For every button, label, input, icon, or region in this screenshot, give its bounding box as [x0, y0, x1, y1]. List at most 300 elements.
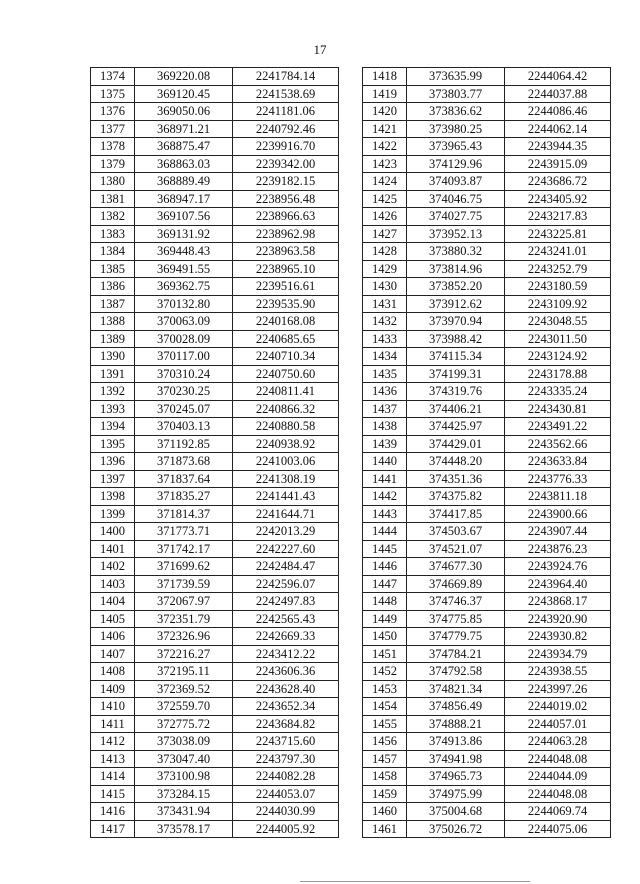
y-coordinate-cell: 2241308.19	[233, 470, 339, 488]
x-coordinate-cell: 370063.09	[135, 313, 233, 331]
point-number-cell: 1404	[91, 593, 135, 611]
y-coordinate-cell: 2242596.07	[233, 575, 339, 593]
x-coordinate-cell: 373284.15	[135, 785, 233, 803]
x-coordinate-cell: 369491.55	[135, 260, 233, 278]
y-coordinate-cell: 2243109.92	[505, 295, 611, 313]
point-number-cell: 1442	[363, 488, 407, 506]
point-number-cell: 1378	[91, 138, 135, 156]
y-coordinate-cell: 2243915.09	[505, 155, 611, 173]
point-number-cell: 1414	[91, 768, 135, 786]
point-number-cell: 1446	[363, 558, 407, 576]
x-coordinate-cell: 374888.21	[407, 715, 505, 733]
table-row	[363, 470, 611, 488]
point-number-cell: 1406	[91, 628, 135, 646]
point-number-cell: 1443	[363, 505, 407, 523]
point-number-cell: 1398	[91, 488, 135, 506]
y-coordinate-cell: 2240866.32	[233, 400, 339, 418]
point-number-cell: 1425	[363, 190, 407, 208]
y-coordinate-cell: 2243562.66	[505, 435, 611, 453]
y-coordinate-cell: 2243876.23	[505, 540, 611, 558]
x-coordinate-cell: 374046.75	[407, 190, 505, 208]
x-coordinate-cell: 374821.34	[407, 680, 505, 698]
table-row	[91, 575, 339, 593]
point-number-cell: 1438	[363, 418, 407, 436]
x-coordinate-cell: 373047.40	[135, 750, 233, 768]
x-coordinate-cell: 374746.37	[407, 593, 505, 611]
x-coordinate-cell: 372369.52	[135, 680, 233, 698]
table-row	[363, 155, 611, 173]
table-row	[363, 278, 611, 296]
table-row	[91, 330, 339, 348]
x-coordinate-cell: 374775.85	[407, 610, 505, 628]
point-number-cell: 1412	[91, 733, 135, 751]
x-coordinate-cell: 373880.32	[407, 243, 505, 261]
y-coordinate-cell: 2243430.81	[505, 400, 611, 418]
y-coordinate-cell: 2243964.40	[505, 575, 611, 593]
y-coordinate-cell: 2240938.92	[233, 435, 339, 453]
x-coordinate-cell: 368889.49	[135, 173, 233, 191]
y-coordinate-cell: 2243907.44	[505, 523, 611, 541]
x-coordinate-cell: 374677.30	[407, 558, 505, 576]
x-coordinate-cell: 374941.98	[407, 750, 505, 768]
table-row	[363, 505, 611, 523]
point-number-cell: 1422	[363, 138, 407, 156]
point-number-cell: 1418	[363, 68, 407, 86]
table-row	[363, 313, 611, 331]
table-row	[363, 400, 611, 418]
x-coordinate-cell: 371873.68	[135, 453, 233, 471]
point-number-cell: 1394	[91, 418, 135, 436]
point-number-cell: 1387	[91, 295, 135, 313]
point-number-cell: 1411	[91, 715, 135, 733]
point-number-cell: 1384	[91, 243, 135, 261]
y-coordinate-cell: 2244064.42	[505, 68, 611, 86]
point-number-cell: 1416	[91, 803, 135, 821]
x-coordinate-cell: 374027.75	[407, 208, 505, 226]
table-row	[363, 295, 611, 313]
y-coordinate-cell: 2243225.81	[505, 225, 611, 243]
x-coordinate-cell: 372067.97	[135, 593, 233, 611]
x-coordinate-cell: 374199.31	[407, 365, 505, 383]
y-coordinate-cell: 2243686.72	[505, 173, 611, 191]
point-number-cell: 1426	[363, 208, 407, 226]
table-row	[363, 768, 611, 786]
x-coordinate-cell: 371699.62	[135, 558, 233, 576]
x-coordinate-cell: 374779.75	[407, 628, 505, 646]
table-row	[91, 400, 339, 418]
x-coordinate-cell: 374406.21	[407, 400, 505, 418]
x-coordinate-cell: 371814.37	[135, 505, 233, 523]
point-number-cell: 1431	[363, 295, 407, 313]
table-row	[91, 138, 339, 156]
x-coordinate-cell: 374417.85	[407, 505, 505, 523]
coordinates-table-right	[362, 67, 611, 838]
table-row	[91, 645, 339, 663]
point-number-cell: 1419	[363, 85, 407, 103]
table-row	[91, 208, 339, 226]
point-number-cell: 1405	[91, 610, 135, 628]
table-row	[91, 540, 339, 558]
point-number-cell: 1389	[91, 330, 135, 348]
point-number-cell: 1392	[91, 383, 135, 401]
table-row	[363, 663, 611, 681]
point-number-cell: 1413	[91, 750, 135, 768]
table-row	[91, 663, 339, 681]
y-coordinate-cell: 2244030.99	[233, 803, 339, 821]
y-coordinate-cell: 2240811.41	[233, 383, 339, 401]
point-number-cell: 1423	[363, 155, 407, 173]
point-number-cell: 1436	[363, 383, 407, 401]
point-number-cell: 1450	[363, 628, 407, 646]
table-row	[91, 680, 339, 698]
point-number-cell: 1374	[91, 68, 135, 86]
x-coordinate-cell: 372216.27	[135, 645, 233, 663]
y-coordinate-cell: 2243715.60	[233, 733, 339, 751]
x-coordinate-cell: 374975.99	[407, 785, 505, 803]
y-coordinate-cell: 2240792.46	[233, 120, 339, 138]
y-coordinate-cell: 2238962.98	[233, 225, 339, 243]
x-coordinate-cell: 370117.00	[135, 348, 233, 366]
table-row	[363, 488, 611, 506]
table-row	[91, 785, 339, 803]
x-coordinate-cell: 371739.59	[135, 575, 233, 593]
point-number-cell: 1454	[363, 698, 407, 716]
table-row	[363, 803, 611, 821]
y-coordinate-cell: 2240880.58	[233, 418, 339, 436]
y-coordinate-cell: 2243938.55	[505, 663, 611, 681]
point-number-cell: 1390	[91, 348, 135, 366]
table-row	[363, 820, 611, 838]
table-row	[91, 505, 339, 523]
y-coordinate-cell: 2242565.43	[233, 610, 339, 628]
point-number-cell: 1399	[91, 505, 135, 523]
y-coordinate-cell: 2243241.01	[505, 243, 611, 261]
x-coordinate-cell: 370230.25	[135, 383, 233, 401]
x-coordinate-cell: 369220.08	[135, 68, 233, 86]
point-number-cell: 1397	[91, 470, 135, 488]
x-coordinate-cell: 374448.20	[407, 453, 505, 471]
table-row	[91, 698, 339, 716]
y-coordinate-cell: 2242497.83	[233, 593, 339, 611]
x-coordinate-cell: 373836.62	[407, 103, 505, 121]
table-row	[363, 330, 611, 348]
x-coordinate-cell: 369448.43	[135, 243, 233, 261]
y-coordinate-cell: 2243900.66	[505, 505, 611, 523]
y-coordinate-cell: 2241784.14	[233, 68, 339, 86]
point-number-cell: 1401	[91, 540, 135, 558]
y-coordinate-cell: 2241538.69	[233, 85, 339, 103]
table-row	[91, 68, 339, 86]
y-coordinate-cell: 2244063.28	[505, 733, 611, 751]
table-row	[91, 243, 339, 261]
y-coordinate-cell: 2238965.10	[233, 260, 339, 278]
point-number-cell: 1456	[363, 733, 407, 751]
point-number-cell: 1393	[91, 400, 135, 418]
point-number-cell: 1453	[363, 680, 407, 698]
y-coordinate-cell: 2243633.84	[505, 453, 611, 471]
point-number-cell: 1432	[363, 313, 407, 331]
x-coordinate-cell: 369131.92	[135, 225, 233, 243]
point-number-cell: 1380	[91, 173, 135, 191]
x-coordinate-cell: 371835.27	[135, 488, 233, 506]
point-number-cell: 1386	[91, 278, 135, 296]
y-coordinate-cell: 2241644.71	[233, 505, 339, 523]
point-number-cell: 1421	[363, 120, 407, 138]
x-coordinate-cell: 373970.94	[407, 313, 505, 331]
y-coordinate-cell: 2244069.74	[505, 803, 611, 821]
x-coordinate-cell: 373431.94	[135, 803, 233, 821]
point-number-cell: 1382	[91, 208, 135, 226]
table-row	[363, 540, 611, 558]
y-coordinate-cell: 2239916.70	[233, 138, 339, 156]
table-row	[91, 313, 339, 331]
point-number-cell: 1376	[91, 103, 135, 121]
table-row	[91, 383, 339, 401]
x-coordinate-cell: 370245.07	[135, 400, 233, 418]
x-coordinate-cell: 374429.01	[407, 435, 505, 453]
x-coordinate-cell: 374425.97	[407, 418, 505, 436]
x-coordinate-cell: 373100.98	[135, 768, 233, 786]
footer-divider	[300, 881, 530, 882]
y-coordinate-cell: 2242013.29	[233, 523, 339, 541]
y-coordinate-cell: 2243997.26	[505, 680, 611, 698]
y-coordinate-cell: 2244062.14	[505, 120, 611, 138]
x-coordinate-cell: 371837.64	[135, 470, 233, 488]
table-row	[91, 768, 339, 786]
x-coordinate-cell: 368875.47	[135, 138, 233, 156]
x-coordinate-cell: 373578.17	[135, 820, 233, 838]
y-coordinate-cell: 2244057.01	[505, 715, 611, 733]
table-row	[91, 173, 339, 191]
y-coordinate-cell: 2243944.35	[505, 138, 611, 156]
point-number-cell: 1420	[363, 103, 407, 121]
x-coordinate-cell: 371773.71	[135, 523, 233, 541]
table-row	[91, 295, 339, 313]
point-number-cell: 1385	[91, 260, 135, 278]
x-coordinate-cell: 374129.96	[407, 155, 505, 173]
point-number-cell: 1424	[363, 173, 407, 191]
point-number-cell: 1402	[91, 558, 135, 576]
table-row	[363, 750, 611, 768]
y-coordinate-cell: 2244019.02	[505, 698, 611, 716]
table-row	[363, 698, 611, 716]
table-row	[363, 593, 611, 611]
point-number-cell: 1444	[363, 523, 407, 541]
point-number-cell: 1458	[363, 768, 407, 786]
table-row	[363, 435, 611, 453]
y-coordinate-cell: 2242227.60	[233, 540, 339, 558]
x-coordinate-cell: 370403.13	[135, 418, 233, 436]
y-coordinate-cell: 2243920.90	[505, 610, 611, 628]
table-row	[91, 733, 339, 751]
x-coordinate-cell: 373965.43	[407, 138, 505, 156]
table-row	[91, 803, 339, 821]
table-row	[363, 575, 611, 593]
x-coordinate-cell: 369107.56	[135, 208, 233, 226]
point-number-cell: 1439	[363, 435, 407, 453]
table-row	[91, 470, 339, 488]
x-coordinate-cell: 374965.73	[407, 768, 505, 786]
y-coordinate-cell: 2243335.24	[505, 383, 611, 401]
point-number-cell: 1407	[91, 645, 135, 663]
point-number-cell: 1441	[363, 470, 407, 488]
x-coordinate-cell: 374319.76	[407, 383, 505, 401]
point-number-cell: 1457	[363, 750, 407, 768]
y-coordinate-cell: 2243811.18	[505, 488, 611, 506]
table-row	[91, 628, 339, 646]
y-coordinate-cell: 2244082.28	[233, 768, 339, 786]
page-number: 17	[313, 42, 327, 57]
x-coordinate-cell: 373980.25	[407, 120, 505, 138]
y-coordinate-cell: 2244053.07	[233, 785, 339, 803]
table-row	[363, 225, 611, 243]
point-number-cell: 1395	[91, 435, 135, 453]
point-number-cell: 1417	[91, 820, 135, 838]
y-coordinate-cell: 2243180.59	[505, 278, 611, 296]
table-row	[363, 138, 611, 156]
y-coordinate-cell: 2243797.30	[233, 750, 339, 768]
x-coordinate-cell: 374792.58	[407, 663, 505, 681]
table-row	[91, 820, 339, 838]
point-number-cell: 1461	[363, 820, 407, 838]
table-row	[363, 645, 611, 663]
x-coordinate-cell: 374351.36	[407, 470, 505, 488]
y-coordinate-cell: 2240685.65	[233, 330, 339, 348]
table-row	[363, 85, 611, 103]
x-coordinate-cell: 369050.06	[135, 103, 233, 121]
y-coordinate-cell: 2240750.60	[233, 365, 339, 383]
x-coordinate-cell: 368863.03	[135, 155, 233, 173]
table-row	[363, 610, 611, 628]
table-row	[91, 418, 339, 436]
point-number-cell: 1388	[91, 313, 135, 331]
x-coordinate-cell: 370028.09	[135, 330, 233, 348]
table-row	[363, 120, 611, 138]
y-coordinate-cell: 2244048.08	[505, 785, 611, 803]
point-number-cell: 1403	[91, 575, 135, 593]
point-number-cell: 1449	[363, 610, 407, 628]
x-coordinate-cell: 373852.20	[407, 278, 505, 296]
y-coordinate-cell: 2238963.58	[233, 243, 339, 261]
point-number-cell: 1460	[363, 803, 407, 821]
y-coordinate-cell: 2244086.46	[505, 103, 611, 121]
point-number-cell: 1459	[363, 785, 407, 803]
x-coordinate-cell: 373814.96	[407, 260, 505, 278]
point-number-cell: 1381	[91, 190, 135, 208]
table-row	[363, 173, 611, 191]
y-coordinate-cell: 2243934.79	[505, 645, 611, 663]
x-coordinate-cell: 372326.96	[135, 628, 233, 646]
table-row	[91, 610, 339, 628]
table-row	[91, 190, 339, 208]
point-number-cell: 1396	[91, 453, 135, 471]
x-coordinate-cell: 369362.75	[135, 278, 233, 296]
x-coordinate-cell: 374375.82	[407, 488, 505, 506]
table-row	[363, 453, 611, 471]
y-coordinate-cell: 2244005.92	[233, 820, 339, 838]
point-number-cell: 1428	[363, 243, 407, 261]
table-row	[363, 260, 611, 278]
x-coordinate-cell: 373038.09	[135, 733, 233, 751]
table-row	[91, 488, 339, 506]
point-number-cell: 1383	[91, 225, 135, 243]
y-coordinate-cell: 2243252.79	[505, 260, 611, 278]
point-number-cell: 1410	[91, 698, 135, 716]
x-coordinate-cell: 369120.45	[135, 85, 233, 103]
table-row	[91, 750, 339, 768]
point-number-cell: 1455	[363, 715, 407, 733]
x-coordinate-cell: 374784.21	[407, 645, 505, 663]
x-coordinate-cell: 373635.99	[407, 68, 505, 86]
table-row	[363, 190, 611, 208]
x-coordinate-cell: 374669.89	[407, 575, 505, 593]
table-row	[363, 680, 611, 698]
point-number-cell: 1429	[363, 260, 407, 278]
x-coordinate-cell: 373912.62	[407, 295, 505, 313]
x-coordinate-cell: 368971.21	[135, 120, 233, 138]
y-coordinate-cell: 2242484.47	[233, 558, 339, 576]
point-number-cell: 1433	[363, 330, 407, 348]
point-number-cell: 1452	[363, 663, 407, 681]
table-row	[363, 383, 611, 401]
table-row	[91, 260, 339, 278]
y-coordinate-cell: 2243491.22	[505, 418, 611, 436]
x-coordinate-cell: 372775.72	[135, 715, 233, 733]
point-number-cell: 1415	[91, 785, 135, 803]
x-coordinate-cell: 374503.67	[407, 523, 505, 541]
table-row	[363, 733, 611, 751]
y-coordinate-cell: 2239182.15	[233, 173, 339, 191]
point-number-cell: 1379	[91, 155, 135, 173]
y-coordinate-cell: 2243606.36	[233, 663, 339, 681]
y-coordinate-cell: 2238956.48	[233, 190, 339, 208]
x-coordinate-cell: 370310.24	[135, 365, 233, 383]
table-row	[91, 523, 339, 541]
y-coordinate-cell: 2243217.83	[505, 208, 611, 226]
x-coordinate-cell: 374856.49	[407, 698, 505, 716]
point-number-cell: 1375	[91, 85, 135, 103]
y-coordinate-cell: 2238966.63	[233, 208, 339, 226]
point-number-cell: 1440	[363, 453, 407, 471]
y-coordinate-cell: 2243011.50	[505, 330, 611, 348]
x-coordinate-cell: 373988.42	[407, 330, 505, 348]
y-coordinate-cell: 2241003.06	[233, 453, 339, 471]
table-row	[91, 593, 339, 611]
x-coordinate-cell: 374521.07	[407, 540, 505, 558]
point-number-cell: 1437	[363, 400, 407, 418]
y-coordinate-cell: 2243178.88	[505, 365, 611, 383]
point-number-cell: 1448	[363, 593, 407, 611]
point-number-cell: 1430	[363, 278, 407, 296]
table-row	[363, 68, 611, 86]
table-row	[363, 785, 611, 803]
point-number-cell: 1445	[363, 540, 407, 558]
x-coordinate-cell: 374093.87	[407, 173, 505, 191]
y-coordinate-cell: 2239342.00	[233, 155, 339, 173]
table-row	[91, 365, 339, 383]
table-row	[363, 523, 611, 541]
y-coordinate-cell: 2243628.40	[233, 680, 339, 698]
y-coordinate-cell: 2244075.06	[505, 820, 611, 838]
y-coordinate-cell: 2244044.09	[505, 768, 611, 786]
x-coordinate-cell: 373803.77	[407, 85, 505, 103]
y-coordinate-cell: 2239516.61	[233, 278, 339, 296]
x-coordinate-cell: 372559.70	[135, 698, 233, 716]
y-coordinate-cell: 2239535.90	[233, 295, 339, 313]
y-coordinate-cell: 2240710.34	[233, 348, 339, 366]
table-row	[363, 208, 611, 226]
x-coordinate-cell: 375026.72	[407, 820, 505, 838]
